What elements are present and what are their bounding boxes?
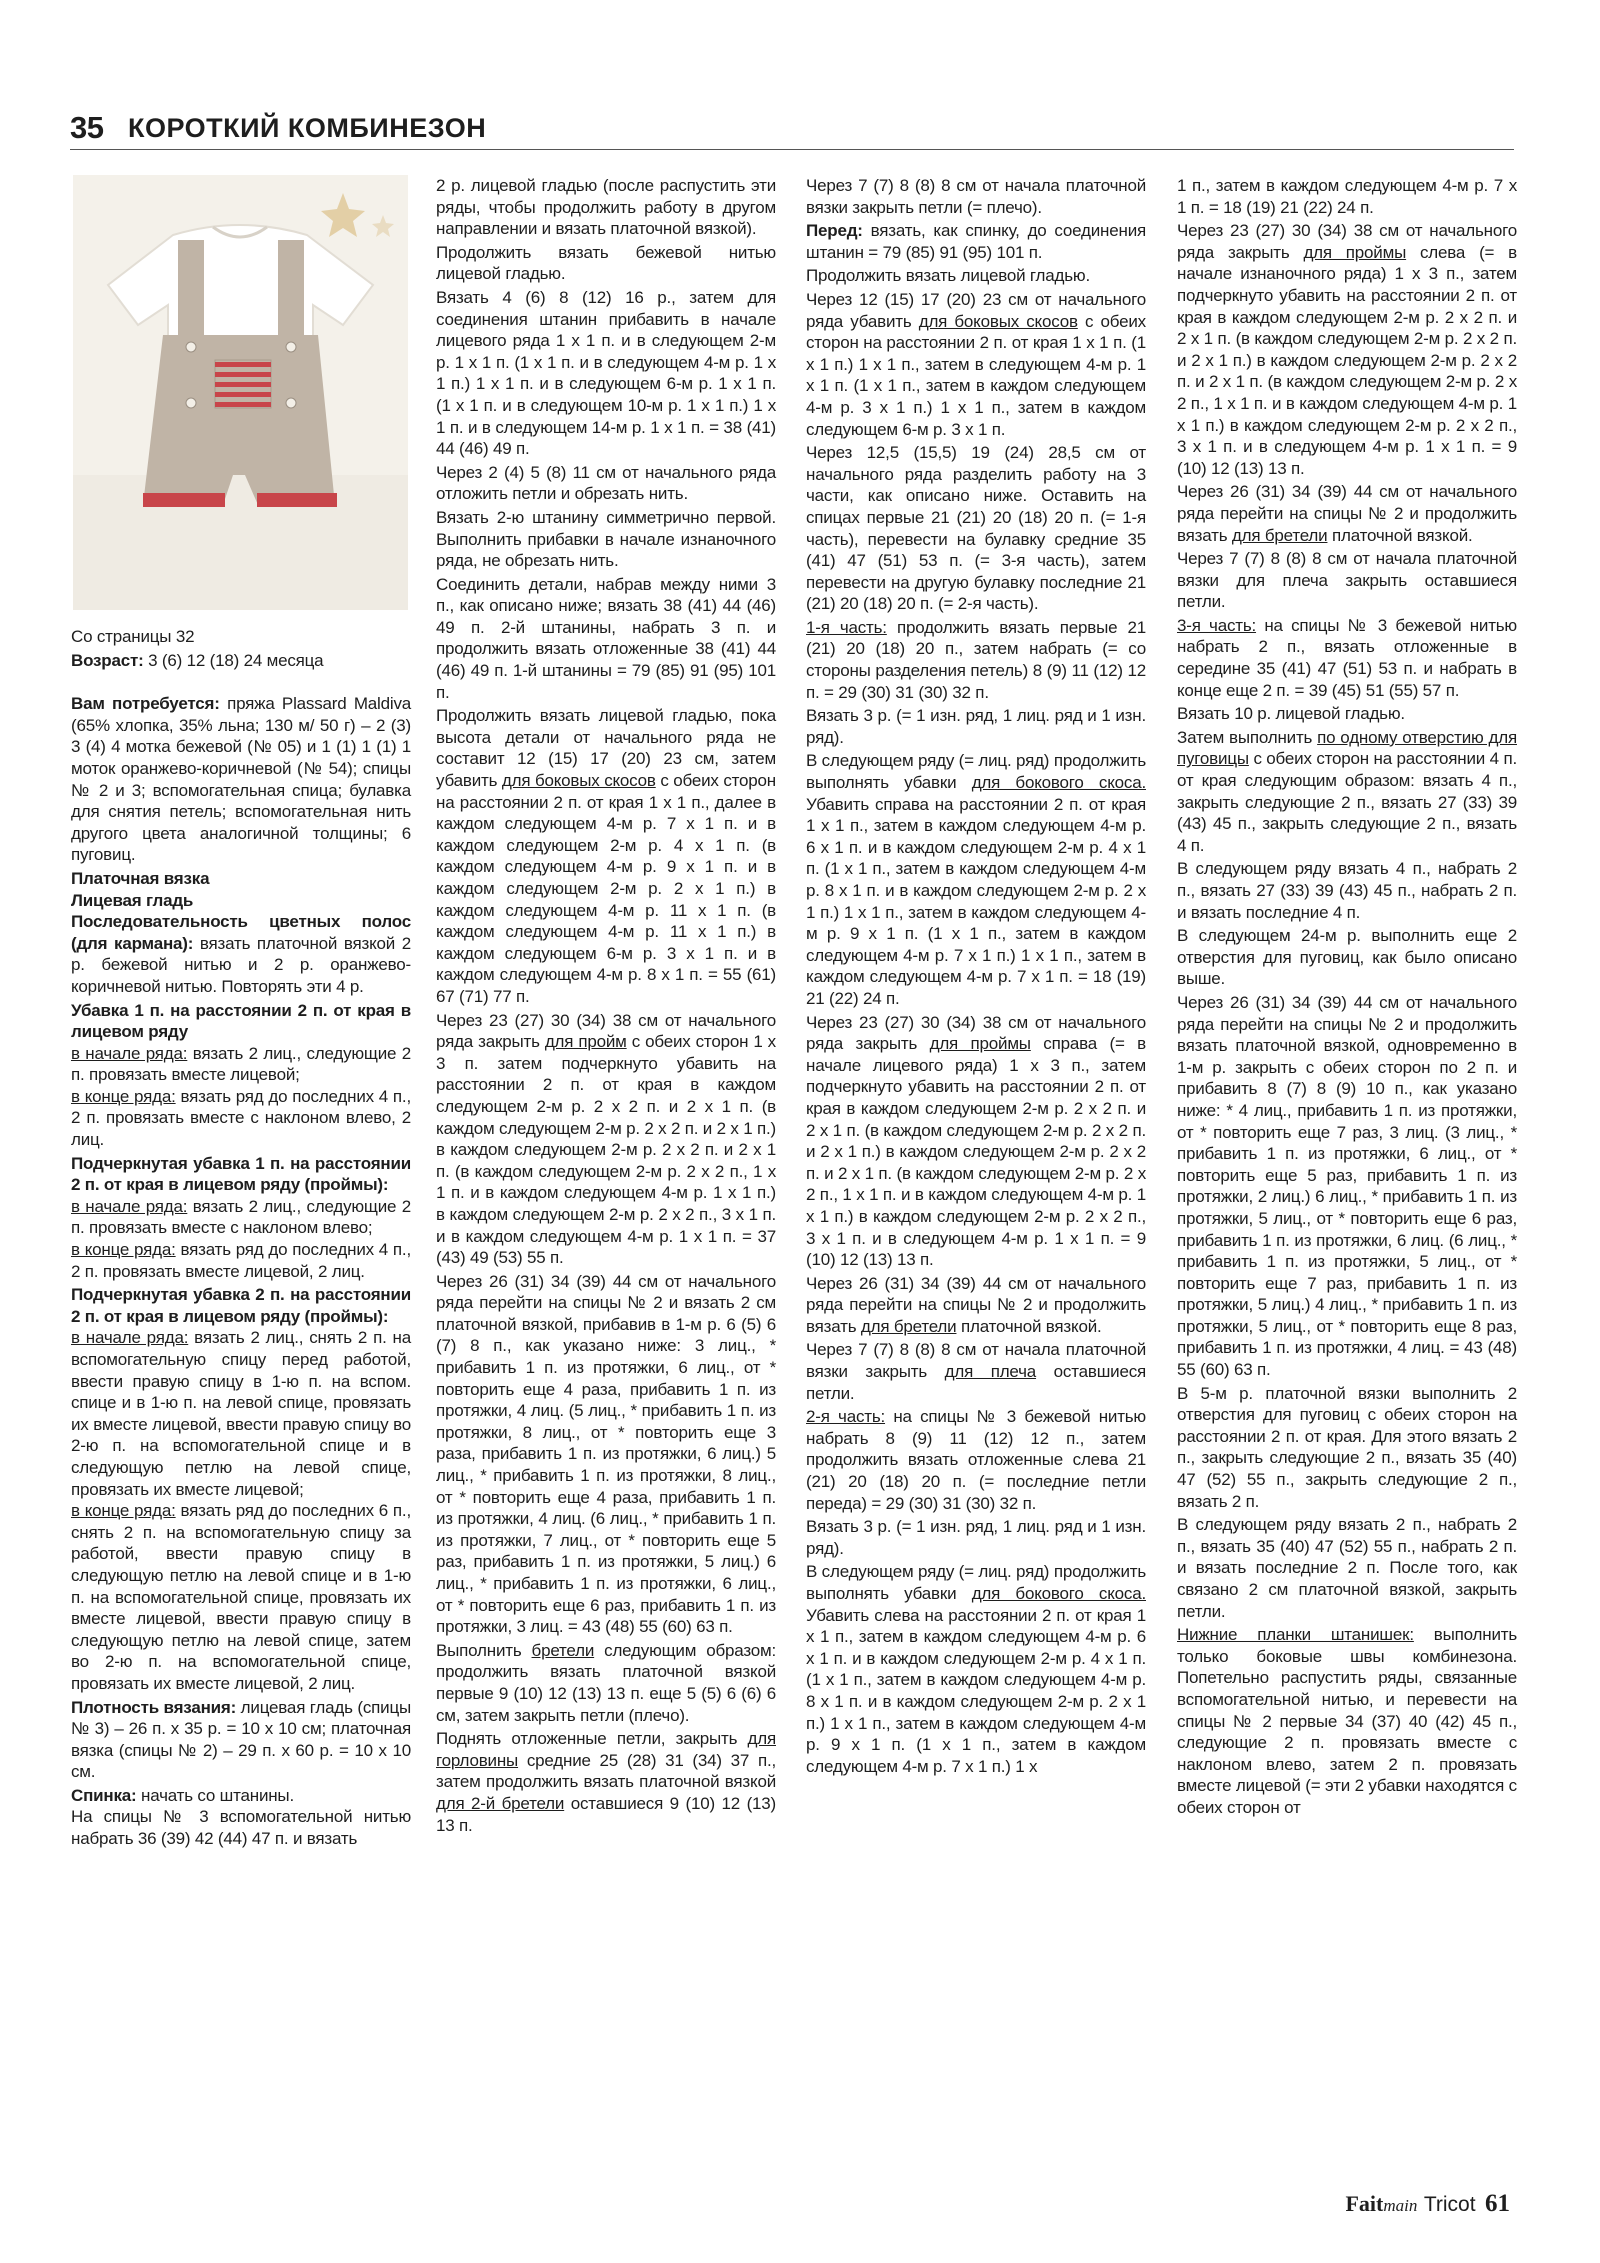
column-1 xyxy=(71,626,411,1852)
decrease-1-end: в конце ряда: вязать ряд до последних 4 п., 2 п. провязать вместе с наклоном влево, 2 лиц. xyxy=(71,1086,411,1150)
back-heading: Спинка: начать со штанины. xyxy=(71,1785,294,1805)
heading-licevaya: Лицевая гладь xyxy=(71,890,194,910)
paragraph: Вязать 4 (6) 8 (12) 16 р., затем для соединения штанин прибавить в начале лицевого ряда 1 х 1 п. и в следующем 2-м р. 1 х 1 п. (1 х 1 п. и в следующем 4-м р. 1 х 1 п.) 1 х 1 п. и в следующем 6-м р. 1 х 1 п. (1 х 1 п. и в следующем 10-м р. 1 х 1 п.) 1 х 1 п. и в следующем 14-м р. 1 х 1 п. = 38 (41) 44 (46) 49 п. xyxy=(436,287,776,459)
paragraph: Через 26 (31) 34 (39) 44 см от начального ряда перейти на спицы № 2 и продолжить вязать платочной вязкой, одновременно в 1-м р. закрыть с обеих сторон по 2 п. и прибавить 8 (7) 8 (9) 10 п., как указано ниже: * 4 лиц., прибавить 1 п. из протяжки, от * повторить еще 7 раз, 3 лиц. (3 лиц., * прибавить 1 п. из протяжки, 6 лиц., от * повторить еще 5 раз, прибавить 1 п. из протяжки, 2 лиц.) 6 лиц., * прибавить 1 п. из протяжки, 5 лиц., от * повторить еще 6 раз, прибавить 1 п. из протяжки, 6 лиц. (6 лиц., * прибавить 1 п. из протяжки, 5 лиц., от * повторить еще 7 раз, прибавить 1 п. из протяжки, 5 лиц.) 4 лиц., * прибавить 1 п. из протяжки, 5 лиц., от * повторить еще 8 раз, прибавить 1 п. из протяжки, 4 лиц. = 43 (48) 55 (60) 63 п. xyxy=(1177,992,1517,1380)
pattern-number: 35 xyxy=(70,110,104,145)
page-footer xyxy=(1345,2190,1510,2224)
paragraph: 2 р. лицевой гладью (после распустить эти ряды, чтобы продолжить работу в другом направлении и вязать платочной вязкой). xyxy=(436,176,776,239)
stripes-paragraph: Последовательность цветных полос (для кармана): вязать платочной вязкой 2 р. бежевой нитью и 2 р. оранжево-коричневой нитью. Повторять эти 4 р. xyxy=(71,912,411,996)
paragraph: 1 п., затем в каждом следующем 4-м р. 7 х 1 п. = 18 (19) 21 (22) 24 п. xyxy=(1177,176,1517,217)
front-paragraph: Перед: вязать, как спинку, до соединения штанин = 79 (85) 91 (95) 101 п. xyxy=(806,221,1146,262)
part-2-paragraph: 2-я часть: на спицы № 3 бежевой нитью набрать 8 (9) 11 (12) 12 п., затем продолжить вязать отложенные слева 21 (21) 20 (18) 20 п. (= последние петли переда) = 29 (30) 31 (30) 32 п. xyxy=(806,1407,1146,1513)
paragraph: Через 12 (15) 17 (20) 23 см от начального ряда убавить для боковых скосов с обеих сторон на расстоянии 2 п. от края 1 х 1 п. (1 х 1 п.) 1 х 1 п., затем в следующем 4-м р. 1 х 1 п. (1 х 1 п., затем в каждом следующем 4-м р. 3 х 1 п.) 1 х 1 п., затем в каждом следующем 6-м р. 3 х 1 п. xyxy=(806,289,1146,439)
paragraph: Продолжить вязать бежевой нитью лицевой гладью. xyxy=(436,242,776,284)
paragraph: Соединить детали, набрав между ними 3 п., как описано ниже; вязать 38 (41) 44 (46) 49 п. 2-й штанины, набрать 3 п. и продолжить вязать отложенные 38 (41) 44 (46) 49 п. 1-й штанины = 79 (85) 91 (95) 101 п. xyxy=(436,574,776,702)
paragraph: Продолжить вязать лицевой гладью. xyxy=(806,266,1090,286)
decrease-2-start: в начале ряда: вязать 2 лиц., следующие 2 п. провязать вместе с наклоном влево; xyxy=(71,1196,411,1238)
romper-photo xyxy=(73,175,408,610)
page-header xyxy=(70,110,1510,150)
heading-platochnaya: Платочная вязка xyxy=(71,868,210,888)
paragraph: В следующем ряду (= лиц. ряд) продолжить выполнять убавки для бокового скоса. Убавить слева на расстоянии 2 п. от края 1 х 1 п., затем в каждом следующем 4-м р. 6 х 1 п. и в каждом следующем 2-м р. 4 х 1 п. (1 х 1 п., затем в каждом следующем 4-м р. 8 х 1 п. и в каждом следующем 2-м р. 2 х 1 п.) 1 х 1 п., затем в каждом следующем 4-м р. 9 х 1 п. (1 х 1 п., затем в каждом следующем 4-м р. 7 х 1 п.) 1 х xyxy=(806,1562,1146,1776)
paragraph: Поднять отложенные петли, закрыть для горловины средние 25 (28) 31 (34) 37 п., затем продолжить вязать платочной вязкой для 2-й бретели оставшиеся 9 (10) 12 (13) 13 п. xyxy=(436,1729,776,1835)
gauge-paragraph: Плотность вязания: лицевая гладь (спицы № 3) – 26 п. х 35 р. = 10 х 10 см; платочная вязка (спицы № 2) – 29 п. х 60 р. = 10 х 10 см. xyxy=(71,1697,411,1782)
paragraph: Через 26 (31) 34 (39) 44 см от начального ряда перейти на спицы № 2 и продолжить вязать для бретели платочной вязкой. xyxy=(806,1273,1146,1336)
magazine-section: Tricot xyxy=(1423,2193,1476,2216)
paragraph: В следующем ряду вязать 4 п., набрать 2 п., вязать 27 (33) 39 (43) 45 п., набрать 2 п. и вязать последние 4 п. xyxy=(1177,859,1517,922)
paragraph: Нижние планки штанишек: выполнить только боковые швы комбинезона. Попетельно распустить ряды, связанные вспомогательной нитью, и перевести на спицы № 2 первые 34 (37) 40 (42) 45 п., следующие 2 п. провязать вместе с наклоном влево, затем 2 п. провязать вместе лицевой (= эти 2 убавки находятся с обеих сторон от xyxy=(1177,1625,1517,1817)
part-1-paragraph: 1-я часть: продолжить вязать первые 21 (21) 20 (18) 20 п., затем набрать (= со стороны разделения петель) 8 (9) 11 (12) 12 п. = 29 (30) 31 (30) 32 п. xyxy=(806,617,1146,702)
header-divider xyxy=(70,149,1514,150)
paragraph: Через 7 (7) 8 (8) 8 см от начала платочной вязки закрыть петли (= плечо). xyxy=(806,176,1146,217)
paragraph: В следующем ряду (= лиц. ряд) продолжить выполнять убавки для бокового скоса. Убавить справа на расстоянии 2 п. от края 1 х 1 п., затем в каждом следующем 4-м р. 6 х 1 п. и в каждом следующем 2-м р. 4 х 1 п. (1 х 1 п., затем в каждом следующем 4-м р. 8 х 1 п. и в каждом следующем 2-м р. 2 х 1 п.) 1 х 1 п., затем в каждом следующем 4-м р. 9 х 1 п. (1 х 1 п., затем в каждом следующем 4-м р. 7 х 1 п.) 1 х 1 п., затем в каждом следующем 4-м р. 7 х 1 п. = 18 (19) 21 (22) 24 п. xyxy=(806,751,1146,1008)
paragraph: В следующем ряду вязать 2 п., набрать 2 п., вязать 35 (40) 47 (52) 55 п., набрать 2 п. и вязать последние 2 п. После того, как связано 2 см платочной вязкой, закрыть петли. xyxy=(1177,1515,1517,1621)
paragraph: В 5-м р. платочной вязки выполнить 2 отверстия для пуговиц с обеих сторон на расстоянии 2 п. от края. Для этого вязать 2 п., закрыть следующие 2 п., вязать 35 (40) 47 (52) 55 п., закрыть следующие 2 п., вязать 2 п. xyxy=(1177,1383,1517,1511)
paragraph: Через 26 (31) 34 (39) 44 см от начального ряда перейти на спицы № 2 и продолжить вязать для бретели платочной вязкой. xyxy=(1177,482,1517,545)
age-line: Возраст: 3 (6) 12 (18) 24 месяца xyxy=(71,650,324,670)
decrease-1-start: в начале ряда: вязать 2 лиц., следующие 2 п. провязать вместе лицевой; xyxy=(71,1043,411,1085)
paragraph: Вязать 10 р. лицевой гладью. xyxy=(1177,704,1405,724)
page-number: 61 xyxy=(1485,2190,1510,2217)
column-2 xyxy=(436,175,776,1838)
decrease-3-end: в конце ряда: вязать ряд до последних 6 п., снять 2 п. на вспомогательную спицу за работой, ввести правую спицу в следующую петлю на левой спице и в 1-ю п. на вспомогательной спице, провязать их вместе лицевой, ввести правую спицу в следующую петлю на левой спице, затем во 2-ю п. на вспомогательной спице, провязать их вместе лицевой, 2 лиц. xyxy=(71,1501,411,1693)
page-title: КОРОТКИЙ КОМБИНЕЗОН xyxy=(128,113,487,143)
paragraph: Продолжить вязать лицевой гладью, пока высота детали от начального ряда не составит 12 (15) 17 (20) 23 см, затем убавить для боковых скосов с обеих сторон на расстоянии 2 п. от края 1 х 1 п., далее в каждом следующем 4-м р. 7 х 1 п. и в каждом следующем 2-м р. 4 х 1 п. (в каждом следующем 4-м р. 9 х 1 п. и в каждом следующем 2-м р. 2 х 1 п.) в каждом следующем 4-м р. 11 х 1 п. (в каждом следующем 4-м р. 11 х 1 п.) в каждом следующем 6-м р. 3 х 1 п. и в каждом следующем 4-м р. 8 х 1 п. = 55 (61) 67 (71) 77 п. xyxy=(436,706,776,1006)
paragraph: Через 23 (27) 30 (34) 38 см от начального ряда закрыть для пройм с обеих сторон 1 х 3 п. затем подчеркнуто убавить на расстоянии 2 п. от края в каждом следующем 2-м р. 2 х 2 п. и 2 х 1 п. (в каждом следующем 2-м р. 2 х 2 п. и 2 х 1 п.) в каждом следующем 2-м р. 2 х 2 п. и 2 х 1 п. (в каждом следующем 2-м р. 2 х 2 п., 1 х 1 п. и в каждом следующем 4-м р. 1 х 1 п.) в каждом следующем 2-м р. 2 х 2 п., 3 х 1 п. и в каждом следующем 4-м р. 1 х 1 п. = 37 (43) 49 (53) 55 п. xyxy=(436,1010,776,1268)
decrease-3-start: в начале ряда: вязать 2 лиц., снять 2 п. на вспомогательную спицу перед работой, ввести правую спицу в 1-ю п. на вспом. спице и в 1-ю п. на левой спице, провязать их вместе лицевой, ввести правую спицу во 2-ю п. на вспомогательной спице и в следующую петлю на левой спице, провязать их вместе лицевой; xyxy=(71,1328,411,1499)
paragraph: Через 26 (31) 34 (39) 44 см от начального ряда перейти на спицы № 2 и вязать 2 см платочной вязкой, прибавив в 1-м р. 6 (5) 6 (7) 8 п., как указано ниже: 3 лиц., * прибавить 1 п. из протяжки, 6 лиц., от * повторить еще 4 раза, прибавить 1 п. из протяжки, 4 лиц. (5 лиц., * прибавить 1 п. из протяжки, 8 лиц., от * повторить еще 3 раза, прибавить 1 п. из протяжки, 6 лиц.) 5 лиц., * прибавить 1 п. из протяжки, 8 лиц., от * повторить еще 4 раза, прибавить 1 п. из протяжки, 4 лиц. (6 лиц., * прибавить 1 п. из протяжки, 7 лиц., от * повторить еще 5 раз, прибавить 1 п. из протяжки, 5 лиц.) 6 лиц., * прибавить 1 п. из протяжки, 6 лиц., от * повторить еще 6 раз, прибавить 1 п. из протяжки, 3 лиц. = 43 (48) 55 (60) 63 п. xyxy=(436,1271,776,1637)
paragraph: Через 12,5 (15,5) 19 (24) 28,5 см от начального ряда разделить работу на 3 части, как описано ниже. Оставить на спицах первые 21 (21) 20 (18) 20 п. (= 1-я часть), перевести на булавку средние 35 (41) 47 (51) 53 п. (= 3-я часть), затем перевести на другую булавку последние 21 (21) 20 (18) 20 п. (= 2-я часть). xyxy=(806,443,1146,614)
source-note: Со страницы 32 xyxy=(71,627,195,646)
paragraph: Через 23 (27) 30 (34) 38 см от начального ряда закрыть для проймы справа (= в начале лицевого ряда) 1 х 3 п., затем подчеркнуто убавить на расстоянии 2 п. от края в каждом следующем 2-м р. 2 х 2 п. и 2 х 1 п. (в каждом следующем 2-м р. 2 х 2 п. и 2 х 1 п.) в каждом следующем 2-м р. 2 х 2 п. и 2 х 1 п. (в каждом следующем 2-м р. 2 х 2 п., 1 х 1 п. и в каждом следующем 4-м р. 1 х 1 п.) в каждом следующем 2-м р. 2 х 2 п., 3 х 1 п. и в следующем 4-м р. 1 х 1 п. = 9 (10) 12 (13) 13 п. xyxy=(806,1012,1146,1270)
decrease-1-heading: Убавка 1 п. на расстоянии 2 п. от края в лицевом ряду xyxy=(71,1000,411,1042)
decrease-3-heading: Подчеркнутая убавка 2 п. на расстоянии 2 п. от края в лицевом ряду (проймы): xyxy=(71,1285,411,1326)
paragraph: Через 2 (4) 5 (8) 11 см от начального ряда отложить петли и обрезать нить. xyxy=(436,462,776,504)
paragraph: Вязать 3 р. (= 1 изн. ряд, 1 лиц. ряд и 1 изн. ряд). xyxy=(806,706,1146,747)
magazine-logo-main: main xyxy=(1383,2196,1418,2215)
paragraph: Через 7 (7) 8 (8) 8 см от начала платочной вязки закрыть для плеча оставшиеся петли. xyxy=(806,1340,1147,1403)
decrease-2-heading: Подчеркнутая убавка 1 п. на расстоянии 2 п. от края в лицевом ряду (проймы): xyxy=(71,1153,411,1195)
part-3-paragraph: 3-я часть: на спицы № 3 бежевой нитью набрать 2 п., вязать отложенные в середине 35 (41) 47 (51) 53 п. и набрать в конце еще 2 п. = 39 (45) 51 (55) 57 п. xyxy=(1177,615,1517,700)
paragraph: В следующем 24-м р. выполнить еще 2 отверстия для пуговиц, как было описано выше. xyxy=(1177,926,1517,989)
column-4 xyxy=(1177,175,1517,1821)
paragraph: Выполнить бретели следующим образом: продолжить вязать платочной вязкой первые 9 (10) 12 (13) 13 п. еще 5 (5) 6 (6) 6 см, затем закрыть петли (плечо). xyxy=(436,1640,777,1725)
back-paragraph: На спицы № 3 вспомогательной нитью набрать 36 (39) 42 (44) 47 п. и вязать xyxy=(71,1807,411,1849)
decrease-2-end: в конце ряда: вязать ряд до последних 4 п., 2 п. провязать вместе лицевой, 2 лиц. xyxy=(71,1240,411,1281)
column-3 xyxy=(806,175,1146,1779)
paragraph: Через 23 (27) 30 (34) 38 см от начального ряда закрыть для проймы слева (= в начале изнаночного ряда) 1 х 3 п., затем подчеркнуто убавить на расстоянии 2 п. от края в каждом следующем 2-м р. 2 х 2 п. и 2 х 1 п. (в каждом следующем 2-м р. 2 х 2 п. и 2 х 1 п.) в каждом следующем 2-м р. 2 х 2 п. и 2 х 1 п. (в каждом следующем 2-м р. 2 х 2 п., 1 х 1 п. и в каждом следующем 4-м р. 1 х 1 п.) в каждом следующем 2-м р. 2 х 2 п., 3 х 1 п. и в следующем 4-м р. 1 х 1 п. = 9 (10) 12 (13) 13 п. xyxy=(1177,221,1517,478)
paragraph: Вязать 2-ю штанину симметрично первой. Выполнить прибавки в начале изнаночного ряда, не обрезать нить. xyxy=(436,507,776,571)
materials-paragraph: Вам потребуется: пряжа Plassard Maldiva (65% хлопка, 35% льна; 130 м/ 50 г) – 2 (3) 3 (4) 4 мотка бежевой (№ 05) и 1 (1) 1 (1) 1 моток оранжево-коричневой (№ 54); спицы № 2 и 3; вспомогательная спица; булавка для снятия петель; вспомогательная нить другого цвета аналогичной толщины; 6 пуговиц. xyxy=(71,694,412,865)
paragraph: Затем выполнить по одному отверстию для пуговицы с обеих сторон на расстоянии 4 п. от края следующим образом: вязать 4 п., закрыть следующие 2 п., вязать 27 (33) 39 (43) 45 п., закрыть следующие 2 п., вязать 4 п. xyxy=(1177,727,1517,855)
romper-illustration xyxy=(73,175,408,610)
paragraph: Вязать 3 р. (= 1 изн. ряд, 1 лиц. ряд и 1 изн. ряд). xyxy=(806,1517,1146,1558)
paragraph: Через 7 (7) 8 (8) 8 см от начала платочной вязки для плеча закрыть оставшиеся петли. xyxy=(1177,549,1517,612)
magazine-logo-fait: Fait xyxy=(1345,2191,1384,2216)
